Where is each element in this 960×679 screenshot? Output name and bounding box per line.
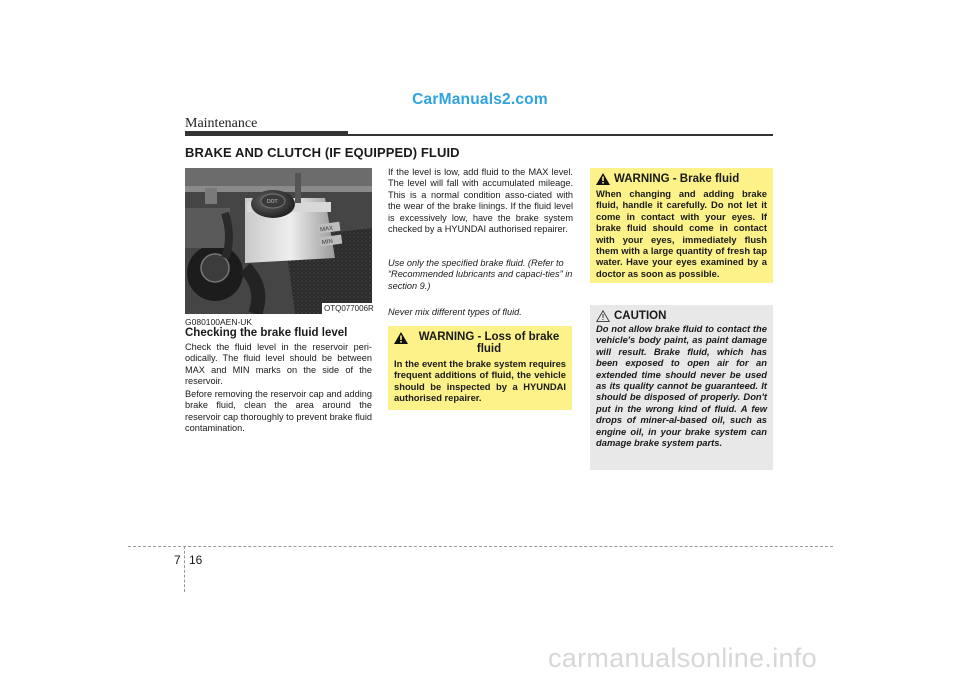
caution-title: CAUTION — [614, 310, 667, 322]
header-bar — [185, 131, 348, 136]
chapter-title: Maintenance — [185, 116, 258, 131]
warning-title: WARNING - Brake fluid — [614, 173, 740, 185]
paragraph-clean-cap: Before removing the reservoir cap and adding brake fluid, clean the area around the reservoir cap thoroughly to prevent brake fluid contamination. — [185, 389, 372, 434]
chapter-number: 7 — [174, 553, 181, 567]
caution-box — [590, 305, 773, 470]
footer-divider — [184, 546, 185, 592]
document-code: G080100AEN-UK — [185, 317, 253, 327]
watermark-top[interactable]: CarManuals2.com — [412, 91, 548, 108]
brake-reservoir-photo — [185, 168, 372, 314]
svg-text:DOT: DOT — [267, 199, 278, 205]
warning-box-brake-fluid — [590, 168, 773, 283]
paragraph-check-level: Check the fluid level in the reservoir peri-odically. The fluid level should be between MAX and MIN marks on the side of the reservoir. — [185, 342, 372, 387]
caution-triangle-icon — [596, 310, 610, 322]
warning-triangle-icon — [394, 332, 408, 344]
paragraph-never-mix: Never mix different types of fluid. — [388, 307, 522, 317]
warning-text: In the event the brake system requires frequent additions of fluid, the vehicle should be inspected by a HYUNDAI authorised repairer. — [394, 358, 566, 404]
header-rule — [348, 134, 773, 136]
paragraph-low-level: If the level is low, add fluid to the MAX level. The level will fall with accumulated mileage. This is a normal condition asso-ciated with the wear of the brake linings. If the fluid level is excessively low, have the brake system checked by a HYUNDAI authorised repairer. — [388, 167, 573, 235]
paragraph-specified-fluid: Use only the specified brake fluid. (Refer to “Recommended lubricants and capaci-ties” in section 9.) — [388, 258, 573, 291]
watermark-bottom[interactable]: carmanualsonline.info — [548, 643, 817, 673]
page-number: 16 — [189, 553, 203, 567]
warning-title: WARNING - Loss of brake fluid — [418, 331, 560, 355]
max-label: MAX — [319, 225, 334, 234]
section-title: BRAKE AND CLUTCH (IF EQUIPPED) FLUID — [185, 145, 460, 160]
photo-code: OTQ077006R — [324, 304, 374, 313]
warning-text: When changing and adding brake fluid, handle it carefully. Do not let it come in contact with your eyes. If brake fluid should come in contact with your eyes, immediately flush them with a large quantity of fresh tap water. Have your eyes examined by a doctor as soon as possible. — [596, 188, 767, 279]
warning-box-loss-of-fluid — [388, 326, 572, 410]
warning-triangle-icon — [596, 173, 610, 185]
min-label: MIN — [321, 238, 334, 247]
footer-rule — [128, 546, 833, 547]
sub-heading: Checking the brake fluid level — [185, 327, 348, 339]
caution-text: Do not allow brake fluid to contact the vehicle's body paint, as paint damage will result. Brake fluid, which has been exposed to open air for an extended time should never be used as its quality cannot be guaranteed. It should be disposed of properly. Don't put in the wrong kind of fluid. A few drops of miner-al-based oil, such as engine oil, in your brake system can damage brake system parts. — [596, 323, 767, 449]
